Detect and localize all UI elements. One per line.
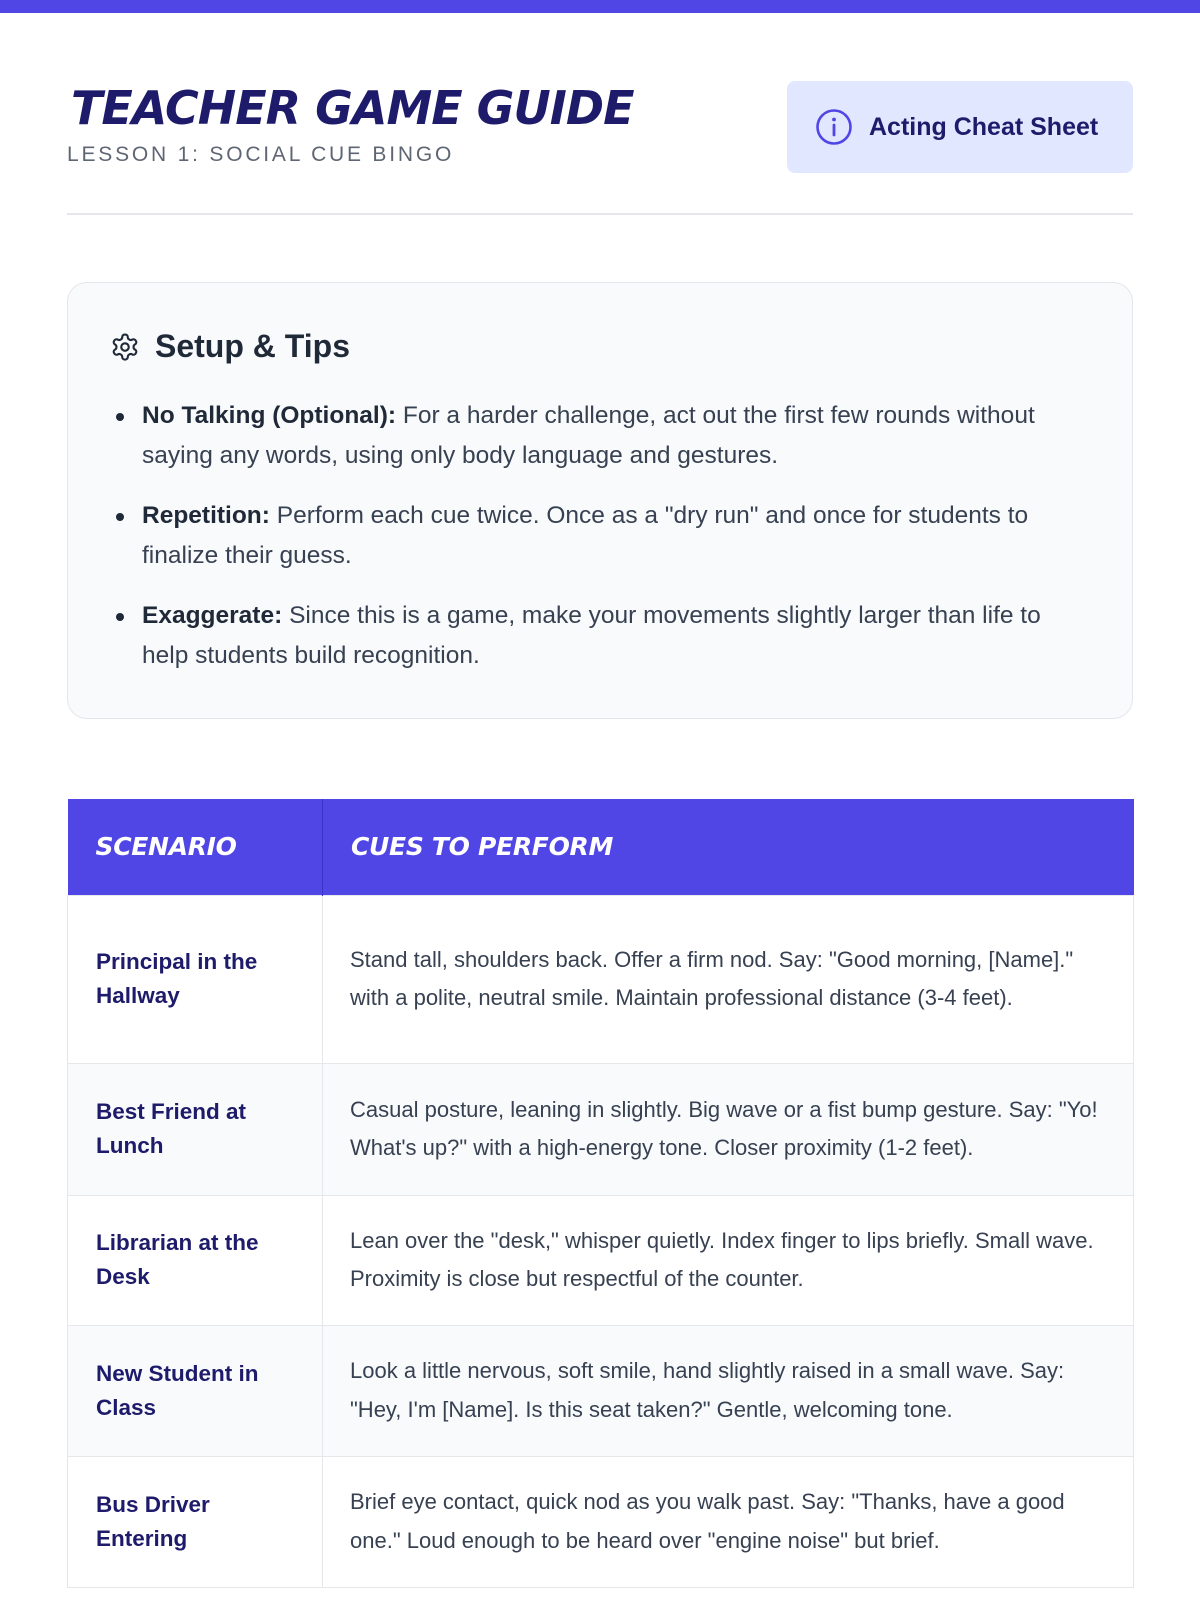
setup-heading: Setup & Tips	[155, 328, 350, 364]
cues-cell: Look a little nervous, soft smile, hand slightly raised in a small wave. Say: "Hey, I'm [Name]. Is this seat taken?" Gentle, welcoming tone.	[323, 1325, 1134, 1456]
header-divider	[67, 213, 1133, 215]
table-header-row	[68, 799, 1134, 895]
setup-heading-row	[110, 328, 350, 365]
page-subtitle: LESSON 1: SOCIAL CUE BINGO	[67, 143, 455, 166]
page-title: TEACHER GAME GUIDE	[71, 81, 634, 135]
tip-text: Since this is a game, make your movements slightly larger than life to help students build recognition.	[142, 602, 1041, 669]
table-row	[68, 1325, 1134, 1456]
tip-item	[111, 396, 1081, 476]
page-header	[67, 79, 1133, 175]
tip-text: Perform each cue twice. Once as a "dry run" and once for students to finalize their guess.	[142, 502, 1029, 569]
setup-tips-panel	[67, 282, 1133, 719]
table-row	[68, 1063, 1134, 1195]
gear-icon	[110, 332, 140, 362]
tip-label: Repetition:	[142, 502, 270, 529]
cues-table-wrapper	[67, 799, 1133, 1588]
acting-cheat-sheet-button[interactable]	[787, 81, 1133, 173]
cues-table	[67, 799, 1134, 1588]
table-row	[68, 895, 1134, 1063]
table-row	[68, 1195, 1134, 1325]
tip-label: No Talking (Optional):	[142, 402, 397, 429]
cues-cell: Stand tall, shoulders back. Offer a firm nod. Say: "Good morning, [Name]." with a polite, neutral smile. Maintain professional distance (3-4 feet).	[323, 895, 1134, 1063]
scenario-cell: Best Friend at Lunch	[68, 1063, 323, 1195]
tip-item	[111, 596, 1081, 676]
scenario-cell: Principal in the Hallway	[68, 895, 323, 1063]
scenario-cell: Bus Driver Entering	[68, 1456, 323, 1587]
tip-item	[111, 496, 1081, 576]
column-header-cues: CUES TO PERFORM	[323, 799, 1134, 895]
column-header-scenario: SCENARIO	[68, 799, 323, 895]
tip-label: Exaggerate:	[142, 602, 283, 629]
cues-cell: Brief eye contact, quick nod as you walk past. Say: "Thanks, have a good one." Loud enough to be heard over "engine noise" but brief.	[323, 1456, 1134, 1587]
cues-cell: Lean over the "desk," whisper quietly. Index finger to lips briefly. Small wave. Proximity is close but respectful of the counter.	[323, 1195, 1134, 1325]
scenario-cell: Librarian at the Desk	[68, 1195, 323, 1325]
tip-text: For a harder challenge, act out the first few rounds without saying any words, using only body language and gestures.	[142, 402, 1035, 469]
cues-cell: Casual posture, leaning in slightly. Big wave or a fist bump gesture. Say: "Yo! What's up?" with a high-energy tone. Closer proximity (1-2 feet).	[323, 1063, 1134, 1195]
top-accent-bar	[0, 0, 1200, 13]
info-icon	[815, 108, 853, 146]
cheat-sheet-label: Acting Cheat Sheet	[869, 112, 1099, 141]
table-row	[68, 1456, 1134, 1587]
scenario-cell: New Student in Class	[68, 1325, 323, 1456]
tips-list	[111, 396, 1081, 696]
